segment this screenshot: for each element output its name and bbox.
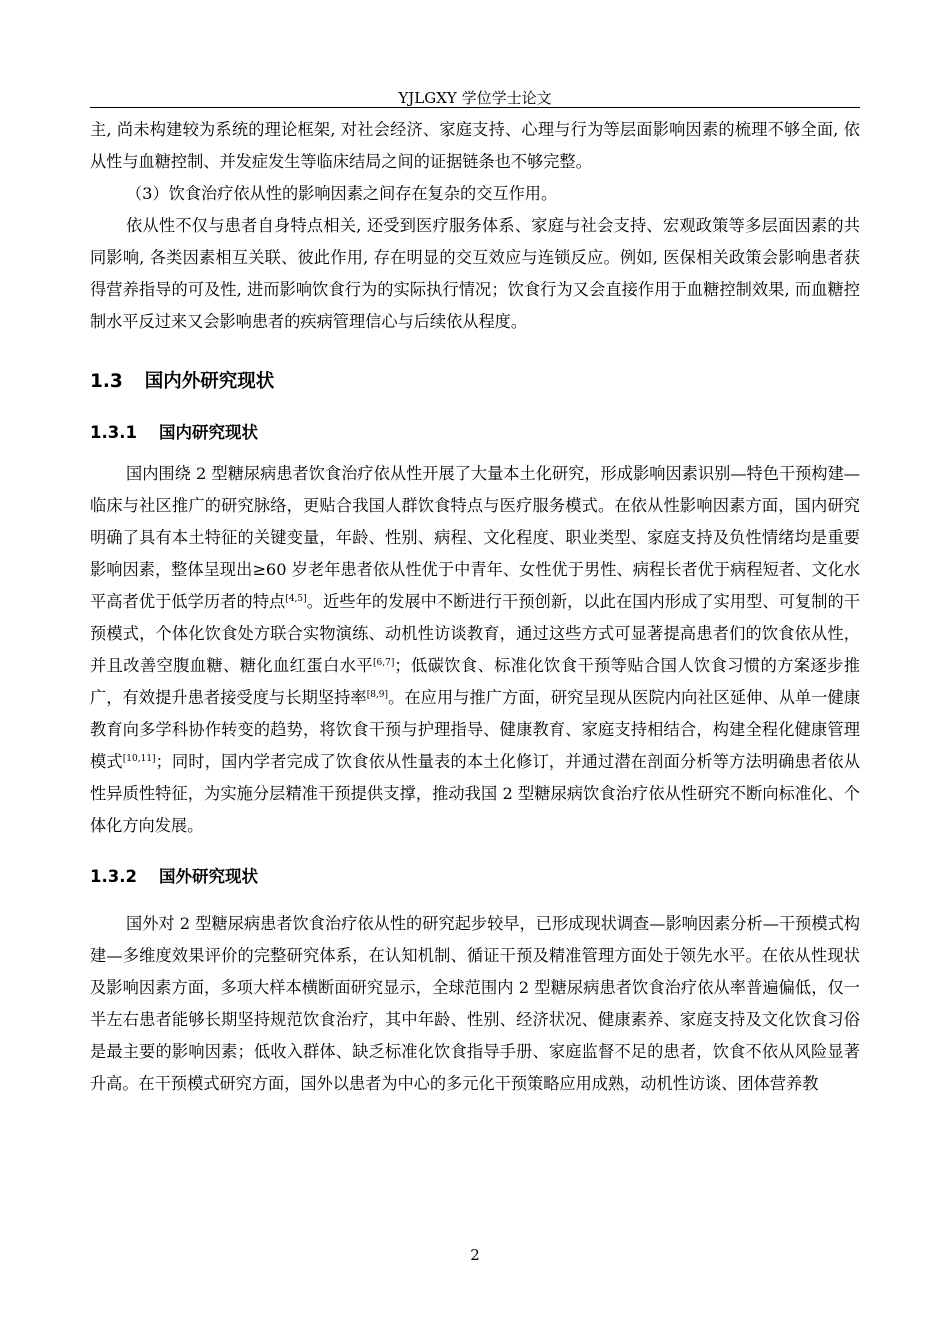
section-title: 国内研究现状 — [158, 423, 258, 442]
running-header: YJLGXY 学位学士论文 — [398, 89, 552, 107]
text-run: 。近些年的发展中不断进行干预创新，以此在国内形成了实用型、可复制的干预模式，个体化饮食处方联合实物演练、动机性访谈教育，通过这些方式可显著提高患者们的饮食依从性，并且改善空腹血糖、糖化血红蛋白水平 — [90, 592, 861, 675]
citation: [6,7] — [373, 658, 395, 668]
citation: [8,9] — [366, 690, 389, 700]
citation: [10,11] — [122, 754, 156, 764]
text-run: ；同时，国内学者完成了饮食依从性量表的本土化修订，并通过潜在剖面分析等方法明确患者依从性异质性特征，为实施分层精准干预提供支撑，推动我国 2 型糖尿病饮食治疗依从性研究不断向标准化、个体化方向发展。 — [90, 752, 861, 835]
section-number: 1.3 — [90, 371, 123, 392]
international-research-paragraph: 国外对 2 型糖尿病患者饮食治疗依从性的研究起步较早，已形成现状调查—影响因素分析—干预模式构建—多维度效果评价的完整研究体系，在认知机制、循证干预及精准管理方面处于领先水平。在依从性现状及影响因素方面，多项大样本横断面研究显示，全球范围内 2 型糖尿病患者饮食治疗依从率普遍偏低，仅一半左右患者能够长期坚持规范饮食治疗，其中年龄、性别、经济状况、健康素养、家庭支持及文化饮食习俗是最主要的影响因素；低收入群体、缺乏标准化饮食指导手册、家庭监督不足的患者，饮食不依从风险显著升高。在干预模式研究方面，国外以患者为中心的多元化干预策略应用成熟，动机性访谈、团体营养教 — [90, 914, 860, 1093]
text-run: 。在应用与推广方面，研究呈现从医院内向社区延伸、从单一健康教育向多学科协作转变的趋势，将饮食干预与护理指导、健康教育、家庭支持相结合，构建全程化健康管理模式 — [90, 688, 861, 771]
interaction-paragraph: 依从性不仅与患者自身特点相关, 还受到医疗服务体系、家庭与社会支持、宏观政策等多层面因素的共同影响, 各类因素相互关联、彼此作用, 存在明显的交互效应与连锁反应。例如, 医保相关政策会影响患者获得营养指导的可及性, 进而影响饮食行为的实际执行情况；饮食行为又会直接作用于血糖控制效果, 而血糖控制水平反过来又会影响患者的疾病管理信心与后续依从程度。 — [90, 216, 860, 331]
citation: [4,5] — [285, 594, 307, 604]
section-title: 国外研究现状 — [158, 867, 258, 886]
section-number: 1.3.2 — [90, 867, 137, 886]
domestic-research-paragraph — [90, 458, 860, 842]
text-run: 国内围绕 2 型糖尿病患者饮食治疗依从性开展了大量本土化研究，形成影响因素识别—特色干预构建—临床与社区推广的研究脉络，更贴合我国人群饮食特点与医疗服务模式。在依从性影响因素方面，国内研究明确了具有本土特征的关键变量，年龄、性别、病程、文化程度、职业类型、家庭支持及负性情绪均是重要影响因素，整体呈现出≥60 岁老年患者依从性优于中青年、女性优于男性、病程长者优于病程短者、文化水平高者优于低学历者的特点 — [90, 464, 860, 611]
section-heading-1-3 — [90, 368, 860, 396]
list-item-3: （3）饮食治疗依从性的影响因素之间存在复杂的交互作用。 — [126, 184, 558, 203]
page-number: 2 — [470, 1246, 480, 1264]
continued-paragraph: 主, 尚未构建较为系统的理论框架, 对社会经济、家庭支持、心理与行为等层面影响因素的梳理不够全面, 依从性与血糖控制、并发症发生等临床结局之间的证据链条也不够完整。 — [90, 120, 860, 171]
section-title: 国内外研究现状 — [144, 371, 275, 392]
header-rule — [90, 107, 860, 108]
section-heading-1-3-2 — [90, 864, 860, 890]
page-body — [90, 114, 860, 1100]
section-number: 1.3.1 — [90, 423, 137, 442]
text-run: ；低碳饮食、标准化饮食干预等贴合国人饮食习惯的方案逐步推广，有效提升患者接受度与长期坚持率 — [90, 656, 860, 707]
section-heading-1-3-1 — [90, 420, 860, 446]
